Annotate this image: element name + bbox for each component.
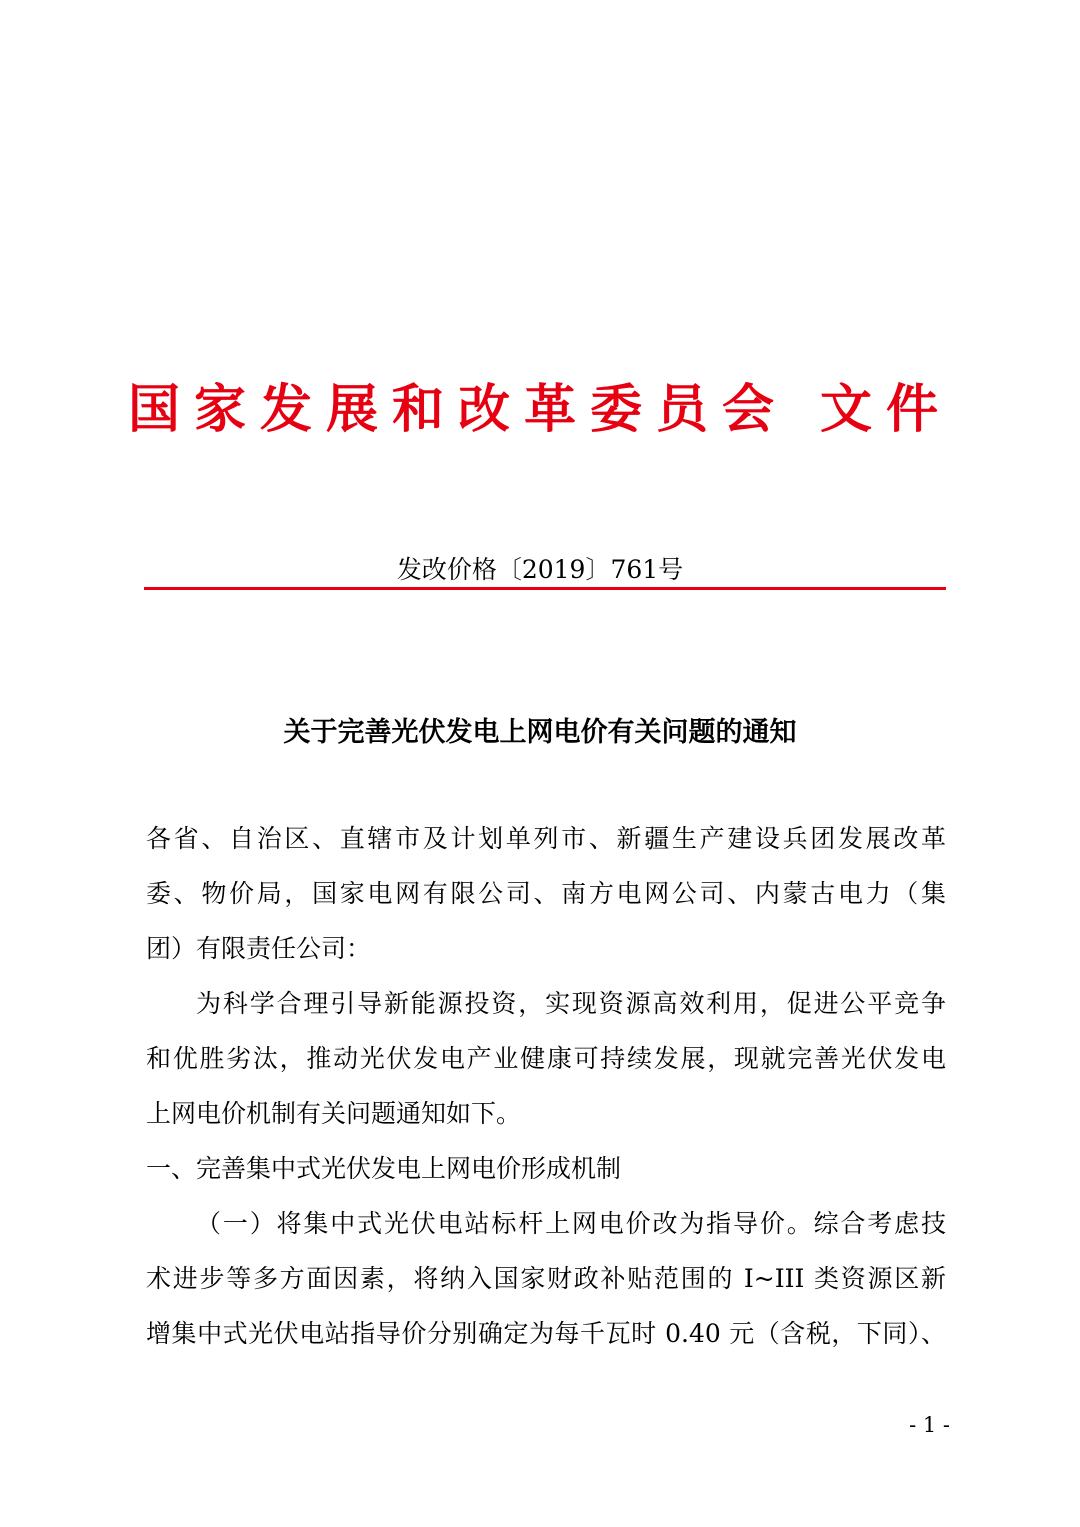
page-number: - 1 - [909, 1413, 950, 1437]
notice-title: 关于完善光伏发电上网电价有关问题的通知 [283, 717, 797, 748]
recipients-line: 团）有限责任公司： [146, 934, 372, 963]
intro-line: 上网电价机制有关问题通知如下。 [146, 1099, 522, 1128]
section-paragraph-line: 术进步等多方面因素，将纳入国家财政补贴范围的 I~III 类资源区新 [146, 1264, 946, 1293]
intro-line: 为科学合理引导新能源投资，实现资源高效利用，促进公平竞争 [196, 989, 946, 1018]
section-paragraph-line: 增集中式光伏电站指导价分别确定为每千瓦时 0.40 元（含税，下同）、 [146, 1319, 946, 1348]
section-heading: 一、完善集中式光伏发电上网电价形成机制 [146, 1154, 622, 1183]
red-divider-line [144, 587, 946, 590]
section-paragraph-line: （一）将集中式光伏电站标杆上网电价改为指导价。综合考虑技 [196, 1209, 946, 1238]
recipients-line: 各省、自治区、直辖市及计划单列市、新疆生产建设兵团发展改革 [146, 824, 946, 853]
document-number: 发改价格〔2019〕761号 [396, 555, 684, 584]
recipients-line: 委、物价局，国家电网有限公司、南方电网公司、内蒙古电力（集 [146, 879, 946, 908]
masthead-title: 国家发展和改革委员会 文件 [127, 380, 953, 440]
document-body [146, 811, 946, 1361]
intro-line: 和优胜劣汰，推动光伏发电产业健康可持续发展，现就完善光伏发电 [146, 1044, 946, 1073]
